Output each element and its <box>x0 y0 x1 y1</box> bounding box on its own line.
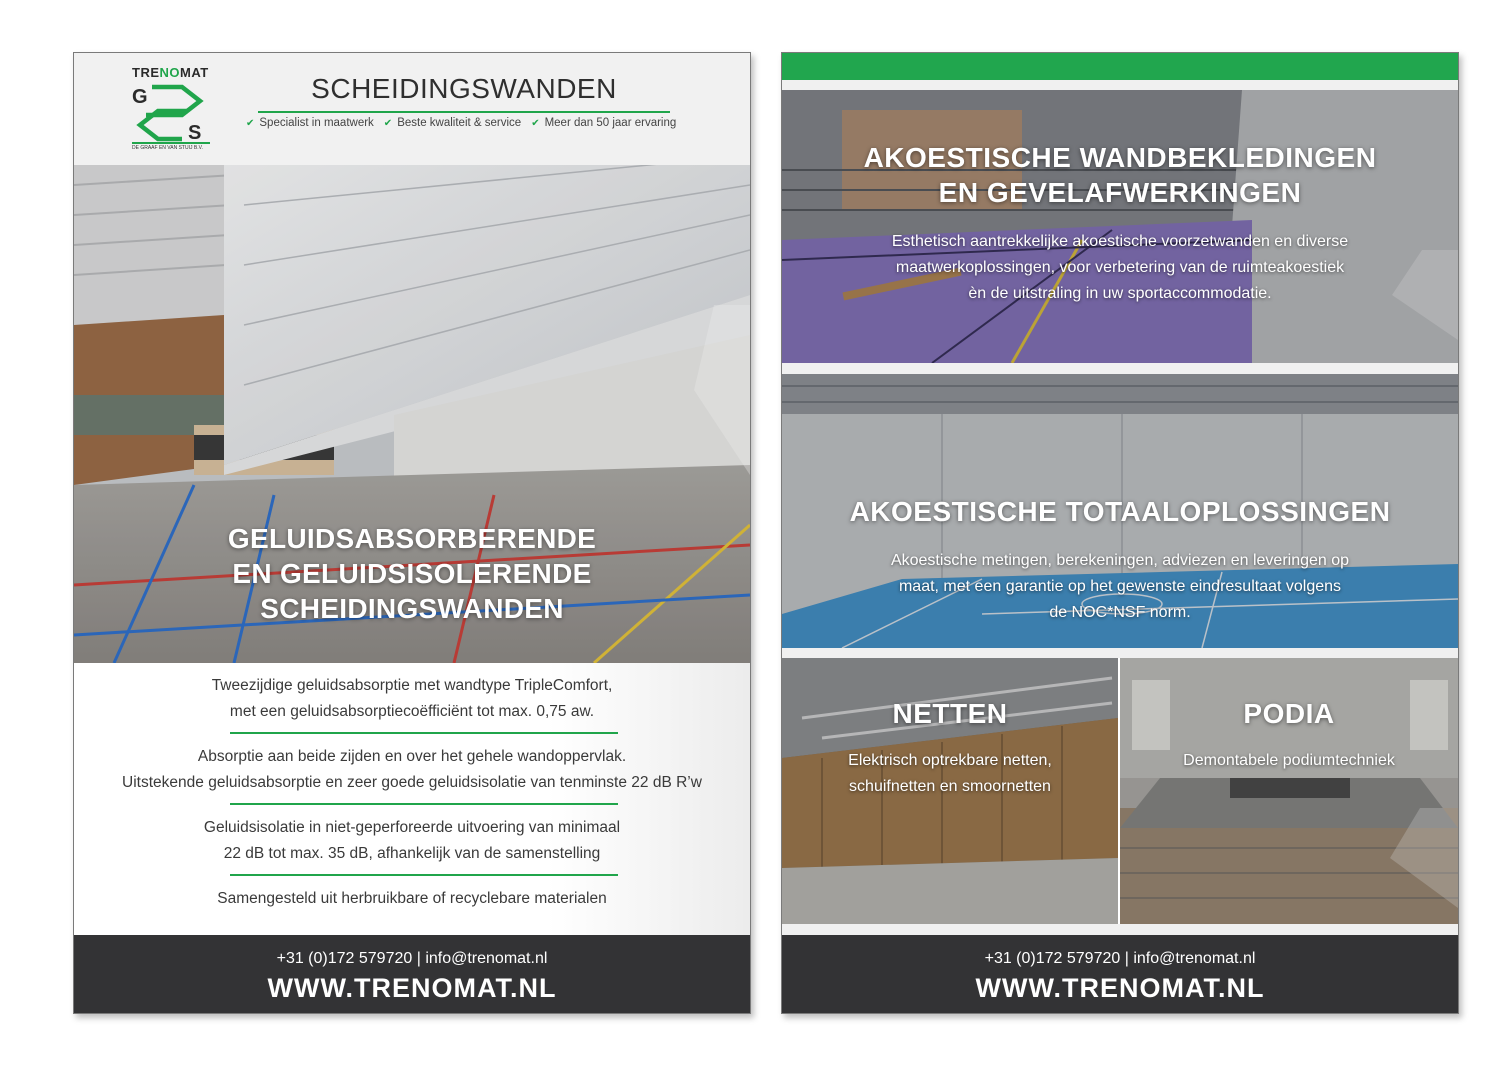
panel-netten <box>782 658 1118 924</box>
usp-item: ✔ Beste kwaliteit & service <box>383 117 522 129</box>
panel-title: NETTEN <box>892 698 1008 729</box>
feature-item: Geluidsisolatie in niet-geperforeerde uitvoering van minimaal 22 dB tot max. 35 dB, afhankelijk van de samenstelling <box>203 819 621 862</box>
svg-text:G: G <box>132 86 148 108</box>
top-accent-bar <box>782 53 1458 80</box>
feature-divider <box>230 874 618 876</box>
website-url: WWW.TRENOMAT.NL <box>267 973 557 1003</box>
logo-wordmark: TRENOMAT <box>132 65 209 80</box>
panel-totaaloplossingen <box>782 374 1458 648</box>
check-icon: ✔ <box>531 118 540 129</box>
contact-info: +31 (0)172 579720 | info@trenomat.nl <box>276 950 548 967</box>
panel-description: Elektrisch optrekbare netten, schuifnetten en smoornetten <box>848 752 1052 795</box>
panel-description: Demontabele podiumtechniek <box>1183 752 1395 769</box>
spacer <box>782 363 1458 374</box>
check-icon: ✔ <box>383 118 393 129</box>
company-logo <box>132 63 210 155</box>
flyer-page-akoestiek <box>781 52 1459 1014</box>
spacer <box>782 80 1458 90</box>
page-title: SCHEIDINGSWANDEN <box>311 73 617 104</box>
panel-title: AKOESTISCHE TOTAALOPLOSSINGEN <box>849 496 1391 527</box>
page-footer <box>782 935 1458 1013</box>
logo-gs-mark-icon <box>132 81 210 145</box>
spacer <box>782 648 1458 658</box>
hero-photo-sports-hall <box>74 165 750 663</box>
feature-item: Tweezijdige geluidsabsorptie met wandtype TripleComfort, met een geluidsabsorptiecoëfficiënt tot max. 0,75 aw. <box>211 677 613 720</box>
spacer <box>782 924 1458 935</box>
panel-description: Akoestische metingen, berekeningen, adviezen en leveringen op maat, met een garantie op het gewenste eindresultaat volgens de NOC*NSF norm. <box>890 552 1350 621</box>
panel-wandbekledingen <box>782 90 1458 363</box>
logo-subtitle: DE GRAAF EN VAN STUIJ B.V. <box>132 145 203 151</box>
feature-list <box>74 663 750 935</box>
purple-court-hall-image <box>782 90 1458 363</box>
panel-description: Esthetisch aantrekkelijke akoestische voorzetwanden en diverse maatwerkoplossingen, voor verbetering van de ruimteakoestiek èn de uitstraling in uw sportaccommodatie. <box>891 233 1349 302</box>
page-footer <box>74 935 750 1013</box>
feature-item: Samengesteld uit herbruikbare of recyclebare materialen <box>217 890 607 907</box>
usp-item: ✔ Specialist in maatwerk <box>246 117 374 129</box>
usp-item: ✔ Meer dan 50 jaar ervaring <box>531 117 677 129</box>
hero-headline: GELUIDSABSORBERENDE EN GELUIDSISOLERENDE SCHEIDINGSWANDEN <box>227 523 597 624</box>
website-url: WWW.TRENOMAT.NL <box>975 973 1265 1003</box>
panel-podia <box>1120 658 1458 924</box>
feature-item: Absorptie aan beide zijden en over het gehele wandoppervlak. Uitstekende geluidsabsorptie en zeer goede geluidsisolatie van tenminste 22 dB R’w <box>122 748 702 791</box>
usp-list <box>246 117 696 129</box>
title-underline <box>258 111 670 113</box>
flyer-page-scheidingswanden <box>73 52 751 1014</box>
contact-info: +31 (0)172 579720 | info@trenomat.nl <box>984 950 1256 967</box>
panel-title: AKOESTISCHE WANDBEKLEDINGEN EN GEVELAFWERKINGEN <box>863 142 1377 208</box>
feature-divider <box>230 732 618 734</box>
svg-text:S: S <box>188 122 202 144</box>
page-header <box>74 53 750 165</box>
panel-title: PODIA <box>1243 698 1335 729</box>
check-icon: ✔ <box>246 118 255 129</box>
feature-divider <box>230 803 618 805</box>
